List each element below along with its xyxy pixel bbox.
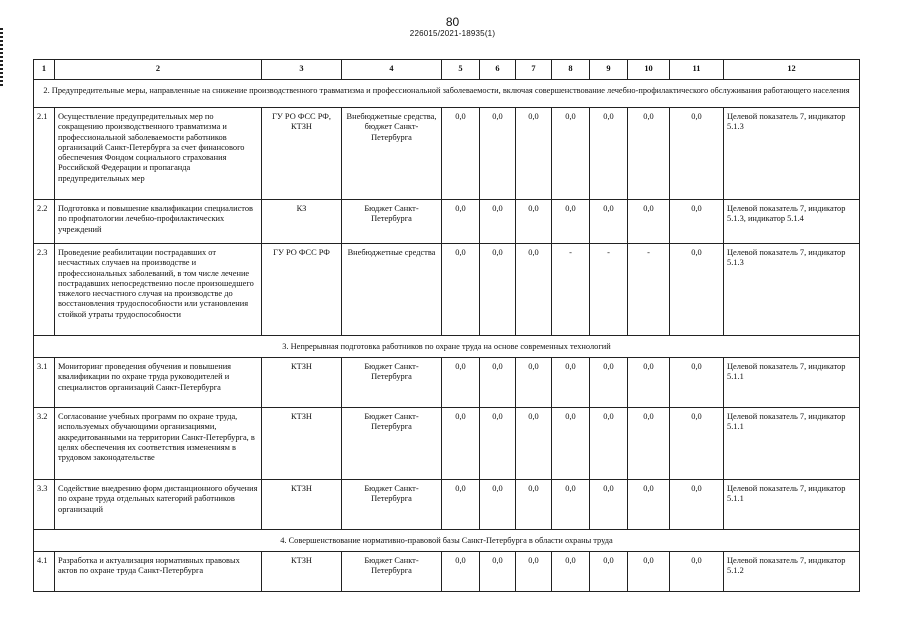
responsible-executor: КТЗН <box>262 480 342 530</box>
amount-col-11: 0,0 <box>670 200 724 244</box>
amount-col-7: 0,0 <box>516 200 552 244</box>
amount-col-8: 0,0 <box>552 200 590 244</box>
column-header: 2 <box>55 60 262 80</box>
amount-col-11: 0,0 <box>670 358 724 408</box>
target-indicator: Целевой показатель 7, индикатор 5.1.3 <box>724 108 860 200</box>
item-number: 3.3 <box>34 480 55 530</box>
amount-col-5: 0,0 <box>442 244 480 336</box>
section-title: 3. Непрерывная подготовка работников по охране труда на основе современных технологий <box>34 336 860 358</box>
table-header-row <box>34 60 860 80</box>
amount-col-6: 0,0 <box>480 244 516 336</box>
amount-col-9: - <box>590 244 628 336</box>
amount-col-10: 0,0 <box>628 200 670 244</box>
column-header: 8 <box>552 60 590 80</box>
funding-source: Бюджет Санкт-Петербурга <box>342 480 442 530</box>
measure-description: Подготовка и повышение квалификации специалистов по профпатологии лечебно-профилактических учреждений <box>55 200 262 244</box>
amount-col-9: 0,0 <box>590 408 628 480</box>
amount-col-10: 0,0 <box>628 358 670 408</box>
measure-description: Согласование учебных программ по охране труда, используемых обучающими организациями, аккредитованными на территории Санкт-Петербурга, в целях обеспечения их соответствия изменениям в трудовом законодательстве <box>55 408 262 480</box>
amount-col-5: 0,0 <box>442 358 480 408</box>
amount-col-7: 0,0 <box>516 408 552 480</box>
amount-col-10: 0,0 <box>628 108 670 200</box>
amount-col-5: 0,0 <box>442 200 480 244</box>
amount-col-10: 0,0 <box>628 408 670 480</box>
item-number: 2.2 <box>34 200 55 244</box>
column-header: 10 <box>628 60 670 80</box>
section-title: 4. Совершенствование нормативно-правовой базы Санкт-Петербурга в области охраны труда <box>34 530 860 552</box>
column-header: 5 <box>442 60 480 80</box>
item-number: 2.3 <box>34 244 55 336</box>
amount-col-6: 0,0 <box>480 552 516 592</box>
responsible-executor: КТЗН <box>262 408 342 480</box>
column-header: 6 <box>480 60 516 80</box>
column-header: 11 <box>670 60 724 80</box>
table-row <box>34 480 860 530</box>
amount-col-5: 0,0 <box>442 408 480 480</box>
column-header: 7 <box>516 60 552 80</box>
item-number: 3.1 <box>34 358 55 408</box>
page-number: 80 <box>445 15 460 29</box>
amount-col-9: 0,0 <box>590 200 628 244</box>
amount-col-8: - <box>552 244 590 336</box>
amount-col-7: 0,0 <box>516 358 552 408</box>
amount-col-11: 0,0 <box>670 552 724 592</box>
amount-col-7: 0,0 <box>516 244 552 336</box>
responsible-executor: ГУ РО ФСС РФ <box>262 244 342 336</box>
responsible-executor: КТЗН <box>262 552 342 592</box>
funding-source: Внебюджетные средства <box>342 244 442 336</box>
amount-col-11: 0,0 <box>670 408 724 480</box>
amount-col-10: - <box>628 244 670 336</box>
amount-col-7: 0,0 <box>516 552 552 592</box>
amount-col-6: 0,0 <box>480 408 516 480</box>
amount-col-6: 0,0 <box>480 108 516 200</box>
amount-col-5: 0,0 <box>442 552 480 592</box>
column-header: 1 <box>34 60 55 80</box>
target-indicator: Целевой показатель 7, индикатор 5.1.3, индикатор 5.1.4 <box>724 200 860 244</box>
amount-col-6: 0,0 <box>480 200 516 244</box>
item-number: 4.1 <box>34 552 55 592</box>
target-indicator: Целевой показатель 7, индикатор 5.1.1 <box>724 408 860 480</box>
funding-source: Бюджет Санкт-Петербурга <box>342 200 442 244</box>
section-row <box>34 336 860 358</box>
item-number: 3.2 <box>34 408 55 480</box>
responsible-executor: ГУ РО ФСС РФ, КТЗН <box>262 108 342 200</box>
amount-col-8: 0,0 <box>552 108 590 200</box>
funding-source: Бюджет Санкт-Петербурга <box>342 552 442 592</box>
measure-description: Проведение реабилитации пострадавших от несчастных случаев на производстве и профессиональных заболеваний, в том числе лечение пострадавших непосредственно после произошедшего тяжелого несчастного случая на производстве до восстановления трудоспособности или установления стойкой утраты трудоспособности <box>55 244 262 336</box>
amount-col-5: 0,0 <box>442 108 480 200</box>
amount-col-8: 0,0 <box>552 408 590 480</box>
amount-col-9: 0,0 <box>590 480 628 530</box>
table-row <box>34 552 860 592</box>
responsible-executor: КЗ <box>262 200 342 244</box>
funding-source: Бюджет Санкт-Петербурга <box>342 358 442 408</box>
target-indicator: Целевой показатель 7, индикатор 5.1.1 <box>724 358 860 408</box>
amount-col-8: 0,0 <box>552 552 590 592</box>
table-row <box>34 108 860 200</box>
amount-col-9: 0,0 <box>590 552 628 592</box>
amount-col-6: 0,0 <box>480 358 516 408</box>
table-body <box>34 80 860 592</box>
amount-col-7: 0,0 <box>516 108 552 200</box>
target-indicator: Целевой показатель 7, индикатор 5.1.2 <box>724 552 860 592</box>
document-id: 226015/2021-18935(1) <box>409 29 496 38</box>
amount-col-6: 0,0 <box>480 480 516 530</box>
amount-col-8: 0,0 <box>552 480 590 530</box>
column-header: 4 <box>342 60 442 80</box>
target-indicator: Целевой показатель 7, индикатор 5.1.3 <box>724 244 860 336</box>
amount-col-11: 0,0 <box>670 108 724 200</box>
funding-source: Бюджет Санкт-Петербурга <box>342 408 442 480</box>
measure-description: Разработка и актуализация нормативных правовых актов по охране труда Санкт-Петербурга <box>55 552 262 592</box>
funding-source: Внебюджетные средства, бюджет Санкт-Петербурга <box>342 108 442 200</box>
measure-description: Мониторинг проведения обучения и повышения квалификации по охране труда руководителей и специалистов организаций Санкт-Петербурга <box>55 358 262 408</box>
amount-col-7: 0,0 <box>516 480 552 530</box>
table-row <box>34 244 860 336</box>
amount-col-9: 0,0 <box>590 108 628 200</box>
amount-col-10: 0,0 <box>628 480 670 530</box>
table-row <box>34 358 860 408</box>
item-number: 2.1 <box>34 108 55 200</box>
amount-col-11: 0,0 <box>670 244 724 336</box>
section-row <box>34 80 860 108</box>
table-row <box>34 408 860 480</box>
target-indicator: Целевой показатель 7, индикатор 5.1.1 <box>724 480 860 530</box>
section-title: 2. Предупредительные меры, направленные на снижение производственного травматизма и профессиональной заболеваемости, включая совершенствование лечебно-профилактического обслуживания работающего населения <box>34 80 860 108</box>
measures-table <box>33 59 860 592</box>
column-header: 3 <box>262 60 342 80</box>
amount-col-5: 0,0 <box>442 480 480 530</box>
measure-description: Осуществление предупредительных мер по сокращению производственного травматизма и профессиональной заболеваемости работников организаций Санкт-Петербурга за счет финансового обеспечения Фондом социального страхования Российской Федерации и пропаганда предупредительных мер <box>55 108 262 200</box>
amount-col-10: 0,0 <box>628 552 670 592</box>
column-header: 12 <box>724 60 860 80</box>
responsible-executor: КТЗН <box>262 358 342 408</box>
measure-description: Содействие внедрению форм дистанционного обучения по охране труда отдельных категорий работников организаций <box>55 480 262 530</box>
amount-col-9: 0,0 <box>590 358 628 408</box>
column-header: 9 <box>590 60 628 80</box>
amount-col-8: 0,0 <box>552 358 590 408</box>
table-row <box>34 200 860 244</box>
section-row <box>34 530 860 552</box>
amount-col-11: 0,0 <box>670 480 724 530</box>
